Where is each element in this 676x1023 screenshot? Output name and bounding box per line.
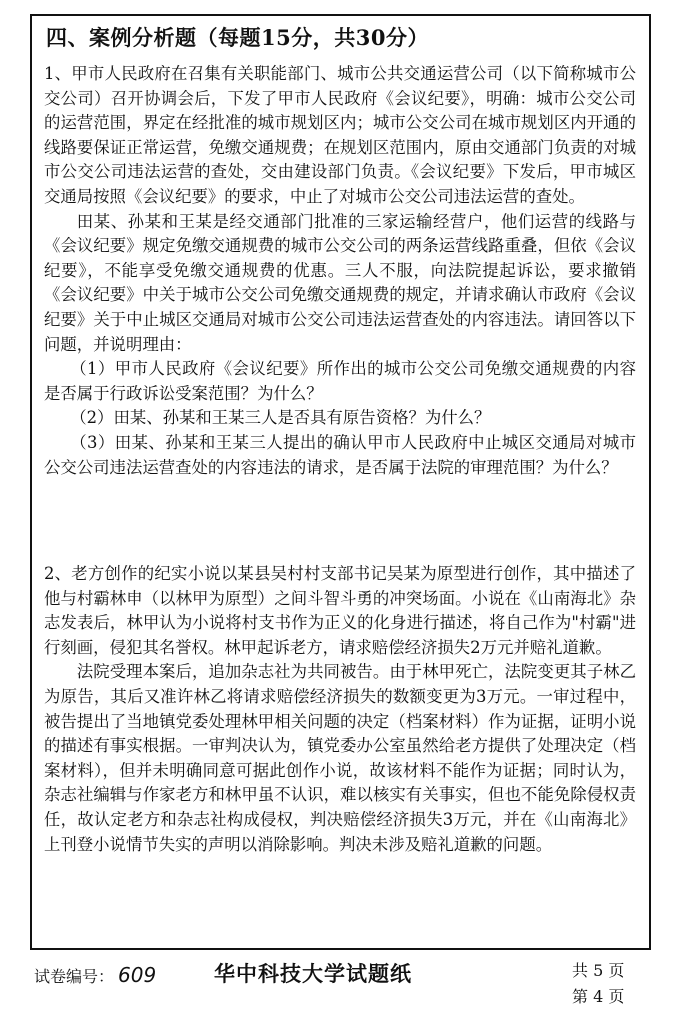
case-1-block <box>44 62 636 480</box>
case-2-paragraph-2: 法院受理本案后，追加杂志社为共同被告。由于林甲死亡，法院变更其子林乙为原告，其后又准许林乙将请求赔偿经济损失的数额变更为3万元。一审过程中，被告提出了当地镇党委处理林甲相关问题的决定（档案材料）作为证据，证明小说的描述有事实根据。一审判决认为，镇党委办公室虽然给老方提供了处理决定（档案材料），但并未明确同意可据此创作小说，故该材料不能作为证据；同时认为，杂志社编辑与作家老方和林甲虽不认识，难以核实有关事实，但也不能免除侵权责任，故认定老方和杂志社构成侵权，判决赔偿经济损失3万元，并在《山南海北》上刊登小说情节失实的声明以消除影响。判决未涉及赔礼道歉的问题。 <box>44 662 636 854</box>
case-1-question-1: （1）甲市人民政府《会议纪要》所作出的城市公交公司免缴交通规费的内容是否属于行政诉讼受案范围？为什么？ <box>44 359 636 403</box>
case-2-block <box>44 562 636 857</box>
university-title: 华中科技大学试题纸 <box>214 961 412 986</box>
current-page: 第 4 页 <box>572 987 625 1006</box>
case-1-paragraph-2: 田某、孙某和王某是经交通部门批准的三家运输经营户，他们运营的线路与《会议纪要》规定免缴交通规费的城市公交公司的两条运营线路重叠，但依《会议纪要》，不能享受免缴交通规费的优惠。三人不服，向法院提起诉讼，要求撤销《会议纪要》中关于城市公交公司免缴交通规费的规定，并请求确认市政府《会议纪要》关于中止城区交通局对城市公交公司违法运营查处的内容违法。请回答以下问题，并说明理由： <box>44 211 636 354</box>
case-2-intro: 2、老方创作的纪实小说以某县吴村村支部书记吴某为原型进行创作，其中描述了他与村霸林申（以林甲为原型）之间斗智斗勇的冲突场面。小说在《山南海北》杂志发表后，林甲认为小说将村支书作为正义的化身进行描述，将自己作为"村霸"进行刻画，侵犯其名誉权。林甲起诉老方，请求赔偿经济损失2万元并赔礼道歉。 <box>44 564 636 657</box>
page-info <box>572 958 624 1010</box>
paper-number-value: 609 <box>118 963 157 987</box>
total-pages: 共 5 页 <box>572 961 625 980</box>
case-1-intro: 1、甲市人民政府在召集有关职能部门、城市公共交通运营公司（以下简称城市公交公司）召开协调会后，下发了甲市人民政府《会议纪要》，明确：城市公交公司的运营范围，界定在经批准的城市规划区内；城市公交公司在城市规划区内开通的线路要保证正常运营，免缴交通规费；在规划区范围内，原由交通部门负责的对城市公交公司违法运营的查处，交由建设部门负责。《会议纪要》下发后，甲市城区交通局按照《会议纪要》的要求，中止了对城市公交公司违法运营的查处。 <box>44 64 636 206</box>
section-title: 四、案例分析题（每题15分，共30分） <box>46 25 429 50</box>
paper-number <box>34 963 156 987</box>
paper-number-label: 试卷编号： <box>34 967 115 986</box>
case-1-question-2: （2）田某、孙某和王某三人是否具有原告资格？为什么？ <box>70 408 491 428</box>
case-1-question-3: （3）田某、孙某和王某三人提出的确认甲市人民政府中止城区交通局对城市公交公司违法运营查处的内容违法的请求，是否属于法院的审理范围？为什么？ <box>44 432 636 477</box>
